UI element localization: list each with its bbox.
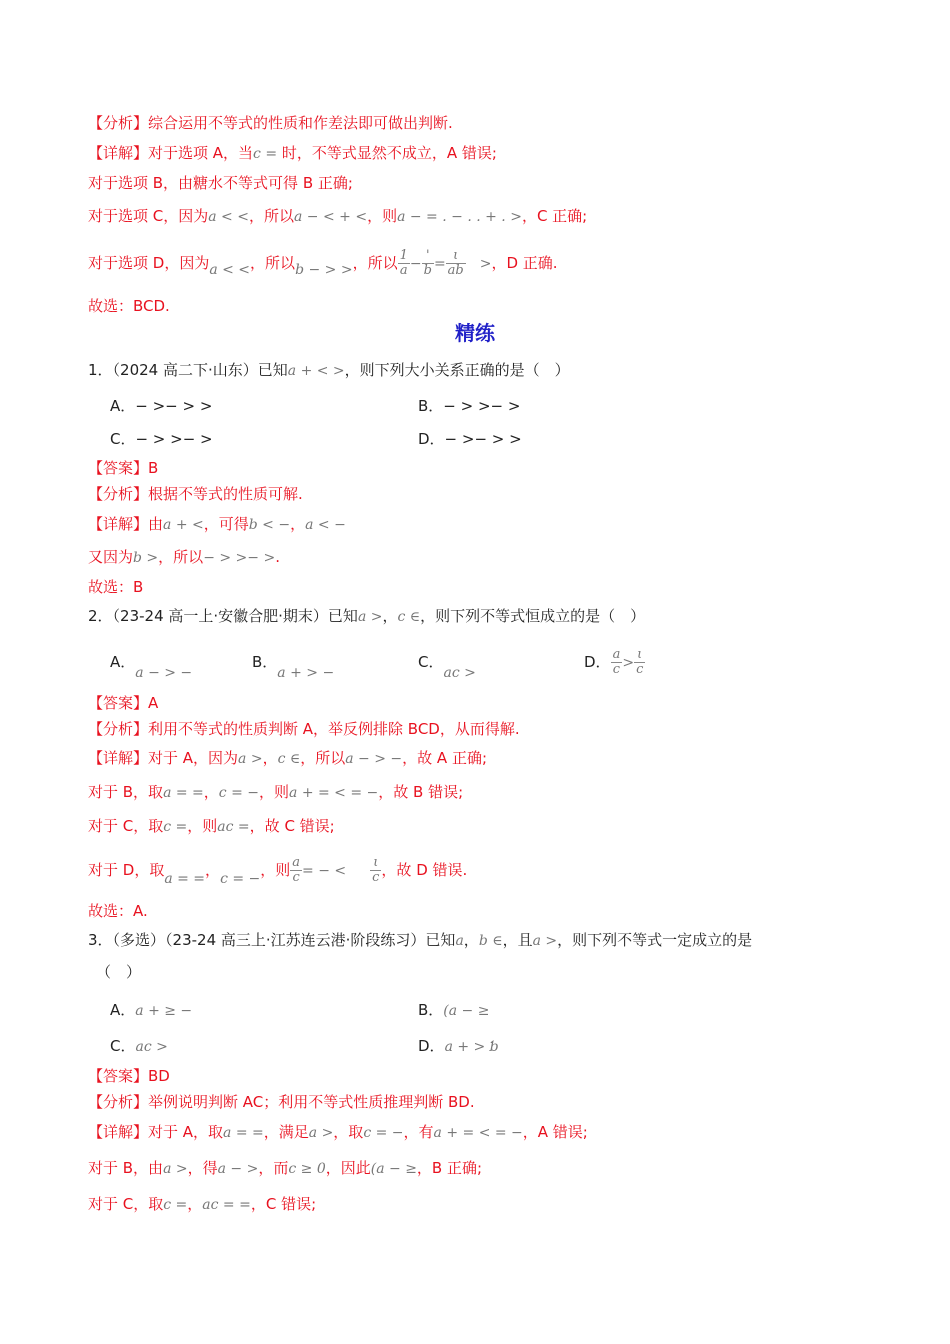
math: a + < > <box>287 363 345 379</box>
q2-answer: 【答案】A <box>88 694 159 712</box>
text: ，取 <box>333 1123 364 1141</box>
text: C． <box>418 653 444 671</box>
text: ，则 <box>367 207 398 225</box>
text: ， <box>205 861 221 879</box>
math: a + > ƅ <box>444 1039 499 1055</box>
q1-option-b: B．− > >− > <box>418 397 521 415</box>
q1-option-c: C．− > >− > <box>110 430 213 448</box>
text: ，可得 <box>203 515 249 533</box>
q3-option-a <box>110 1000 192 1021</box>
text: 对于 B，由 <box>88 1159 164 1177</box>
q2-detail-1 <box>88 748 487 769</box>
text: ，所以 <box>158 548 204 566</box>
section-title: 精练 <box>455 321 495 345</box>
text: 3．（多选）（23-24 高三上·江苏连云港·阶段练习）已知 <box>88 931 456 949</box>
text: ，且 <box>502 931 533 949</box>
text: B． <box>418 1001 444 1019</box>
text: 对于 C，取 <box>88 1195 164 1213</box>
text: 2．（23-24 高一上·安徽合肥·期末）已知 <box>88 607 358 625</box>
fraction <box>370 856 381 885</box>
math: a > <box>532 933 558 949</box>
text: ，D 正确. <box>491 254 558 272</box>
text: ，满足 <box>263 1123 309 1141</box>
text: 对于 D，取 <box>88 861 165 879</box>
intro-analysis: 【分析】综合运用不等式的性质和作差法即可做出判断. <box>88 114 453 132</box>
text: ，则 <box>259 783 290 801</box>
q2-detail-4 <box>88 852 467 897</box>
text: ，则下列大小关系正确的是（ ） <box>344 361 570 379</box>
math: a − > <box>217 1161 259 1177</box>
math: a = = <box>164 871 206 887</box>
q1-option-d: D．− >− > > <box>418 430 522 448</box>
q2-option-c <box>418 652 476 683</box>
math: a + = < = − <box>289 785 379 801</box>
fraction <box>611 648 623 677</box>
text: ，故 B 错误; <box>378 783 464 801</box>
text: 时，不等式显然不成立，A 错误; <box>277 144 497 162</box>
math: ac > <box>443 665 476 681</box>
math: c = − <box>218 785 259 801</box>
math: c ≥ 0 <box>288 1161 326 1177</box>
math: a − = . − . . + . > <box>397 209 522 225</box>
math: > <box>479 256 492 272</box>
text: ，故 D 错误. <box>381 861 468 879</box>
text: ，故 C 错误; <box>249 817 335 835</box>
math: a < < <box>208 209 249 225</box>
q2-detail-3 <box>88 816 335 837</box>
frac-num: ' <box>422 249 434 264</box>
text: A． <box>110 1001 136 1019</box>
text: 1．（2024 高二下·山东）已知 <box>88 361 288 379</box>
math: b > <box>133 550 159 566</box>
q2-option-a <box>110 652 192 683</box>
text: A． <box>110 653 136 671</box>
text: 又因为 <box>88 548 134 566</box>
fraction <box>290 856 302 885</box>
text: 【详解】对于 A，因为 <box>88 749 239 767</box>
math: ac > <box>135 1039 168 1055</box>
math: a + ≥ − <box>135 1003 193 1019</box>
fraction <box>422 249 434 278</box>
q3-detail-2 <box>88 1158 482 1179</box>
text: ，故 A 正确; <box>402 749 487 767</box>
q2-choice: 故选：A. <box>88 902 148 920</box>
math: c ∈ <box>277 751 301 767</box>
math: c = <box>253 146 278 162</box>
text: D． <box>584 653 611 671</box>
math: a > <box>357 609 383 625</box>
q1-detail-2 <box>88 547 280 568</box>
text: D． <box>418 1037 445 1055</box>
frac-den: c <box>372 870 380 885</box>
math: − <box>409 256 422 272</box>
math: a − < + < <box>293 209 368 225</box>
math: = − < <box>302 863 347 879</box>
math: > <box>622 655 635 671</box>
intro-choice: 故选：BCD. <box>88 297 170 315</box>
text: ，所以 <box>250 254 296 272</box>
text: B． <box>252 653 278 671</box>
math: a < < <box>209 262 251 278</box>
math: b − > > <box>295 262 353 278</box>
q1-analysis: 【分析】根据不等式的性质可解. <box>88 485 303 503</box>
math: a = = <box>223 1125 264 1141</box>
fraction <box>446 249 466 278</box>
frac-num: a <box>612 647 621 662</box>
text: ，C 错误; <box>250 1195 317 1213</box>
text: ，B 正确; <box>416 1159 483 1177</box>
math: a + = < = − <box>433 1125 523 1141</box>
math: − > >− > <box>203 550 276 566</box>
text: ， <box>463 931 479 949</box>
math: = <box>433 256 446 272</box>
math: b ∈ <box>478 933 503 949</box>
frac-num: 1 <box>399 248 408 263</box>
math: a <box>455 933 464 949</box>
q3-detail-3 <box>88 1194 316 1215</box>
math: a − > − <box>135 665 193 681</box>
q1-detail-1 <box>88 514 346 535</box>
text: ，则下列不等式一定成立的是 <box>557 931 753 949</box>
math: ac = = <box>202 1197 251 1213</box>
q1-answer: 【答案】B <box>88 459 159 477</box>
q3-option-b <box>418 1000 489 1021</box>
text: 对于 B，取 <box>88 783 164 801</box>
text: 【详解】对于选项 A，当 <box>88 144 254 162</box>
frac-den: ab <box>447 263 464 278</box>
intro-detail-d <box>88 247 558 286</box>
q2-stem <box>88 606 645 627</box>
math: (a − ≥ <box>370 1161 417 1177</box>
q3-analysis: 【分析】举例说明判断 AC；利用不等式性质推理判断 BD. <box>88 1093 475 1111</box>
math: a = = <box>163 785 204 801</box>
frac-num: ι <box>634 648 645 663</box>
math: a + < <box>163 517 204 533</box>
text: ，有 <box>403 1123 434 1141</box>
text: ，得 <box>187 1159 218 1177</box>
q3-detail-1 <box>88 1122 588 1143</box>
frac-num: a <box>292 855 301 870</box>
text: ，因此 <box>325 1159 371 1177</box>
math: c = − <box>220 871 261 887</box>
q1-stem <box>88 360 570 381</box>
frac-den: c <box>612 662 621 677</box>
fraction <box>634 648 645 677</box>
math: c = <box>163 1197 188 1213</box>
text: . <box>275 548 280 566</box>
q3-option-c <box>110 1036 168 1057</box>
text: 对于选项 C，因为 <box>88 207 209 225</box>
text: ，所以 <box>248 207 294 225</box>
intro-detail-c <box>88 206 587 227</box>
q1-choice: 故选：B <box>88 578 144 596</box>
text: ，则 <box>187 817 218 835</box>
text: ， <box>290 515 306 533</box>
math: a < − <box>305 517 346 533</box>
q2-analysis: 【分析】利用不等式的性质判断 A，举反例排除 BCD，从而得解. <box>88 720 520 738</box>
text: ，C 正确; <box>521 207 588 225</box>
text: ，而 <box>258 1159 289 1177</box>
text: ，A 错误; <box>522 1123 588 1141</box>
math: a + > − <box>277 665 335 681</box>
frac-den: a <box>399 263 408 278</box>
math: c = <box>163 819 188 835</box>
text: ，则下列不等式恒成立的是（ ） <box>420 607 646 625</box>
q2-option-b <box>252 652 334 683</box>
frac-num: ι <box>446 249 466 264</box>
text: 对于 C，取 <box>88 817 164 835</box>
math: a > <box>308 1125 334 1141</box>
q2-detail-2 <box>88 782 463 803</box>
text: ， <box>187 1195 203 1213</box>
text: C． <box>110 1037 136 1055</box>
math: b < − <box>248 517 291 533</box>
intro-detail-b: 对于选项 B，由糖水不等式可得 B 正确; <box>88 174 353 192</box>
q3-option-d <box>418 1036 499 1057</box>
frac-num: ι <box>370 856 381 871</box>
text: ， <box>203 783 219 801</box>
math: (a − ≥ <box>443 1003 490 1019</box>
fraction <box>398 249 410 278</box>
text: ，所以 <box>300 749 346 767</box>
q2-option-d <box>584 644 645 681</box>
text: ，所以 <box>352 254 398 272</box>
text: 【详解】由 <box>88 515 164 533</box>
text: ， <box>382 607 398 625</box>
math: c ∈ <box>397 609 421 625</box>
math: ac = <box>217 819 250 835</box>
text: 对于选项 D，因为 <box>88 254 210 272</box>
frac-den: c <box>636 662 644 677</box>
q3-answer: 【答案】BD <box>88 1067 170 1085</box>
q3-stem-line2: （ ） <box>96 963 142 981</box>
text: ，则 <box>260 861 291 879</box>
math: a > <box>238 751 263 767</box>
math: c = − <box>363 1125 404 1141</box>
intro-detail-a <box>88 143 497 164</box>
q1-option-a: A．− >− > > <box>110 397 213 415</box>
math: a > <box>163 1161 188 1177</box>
text: ， <box>262 749 278 767</box>
q3-stem <box>88 930 752 951</box>
math: a − > − <box>345 751 403 767</box>
frac-den: b <box>423 263 432 278</box>
frac-den: c <box>292 870 300 885</box>
text: 【详解】对于 A，取 <box>88 1123 224 1141</box>
